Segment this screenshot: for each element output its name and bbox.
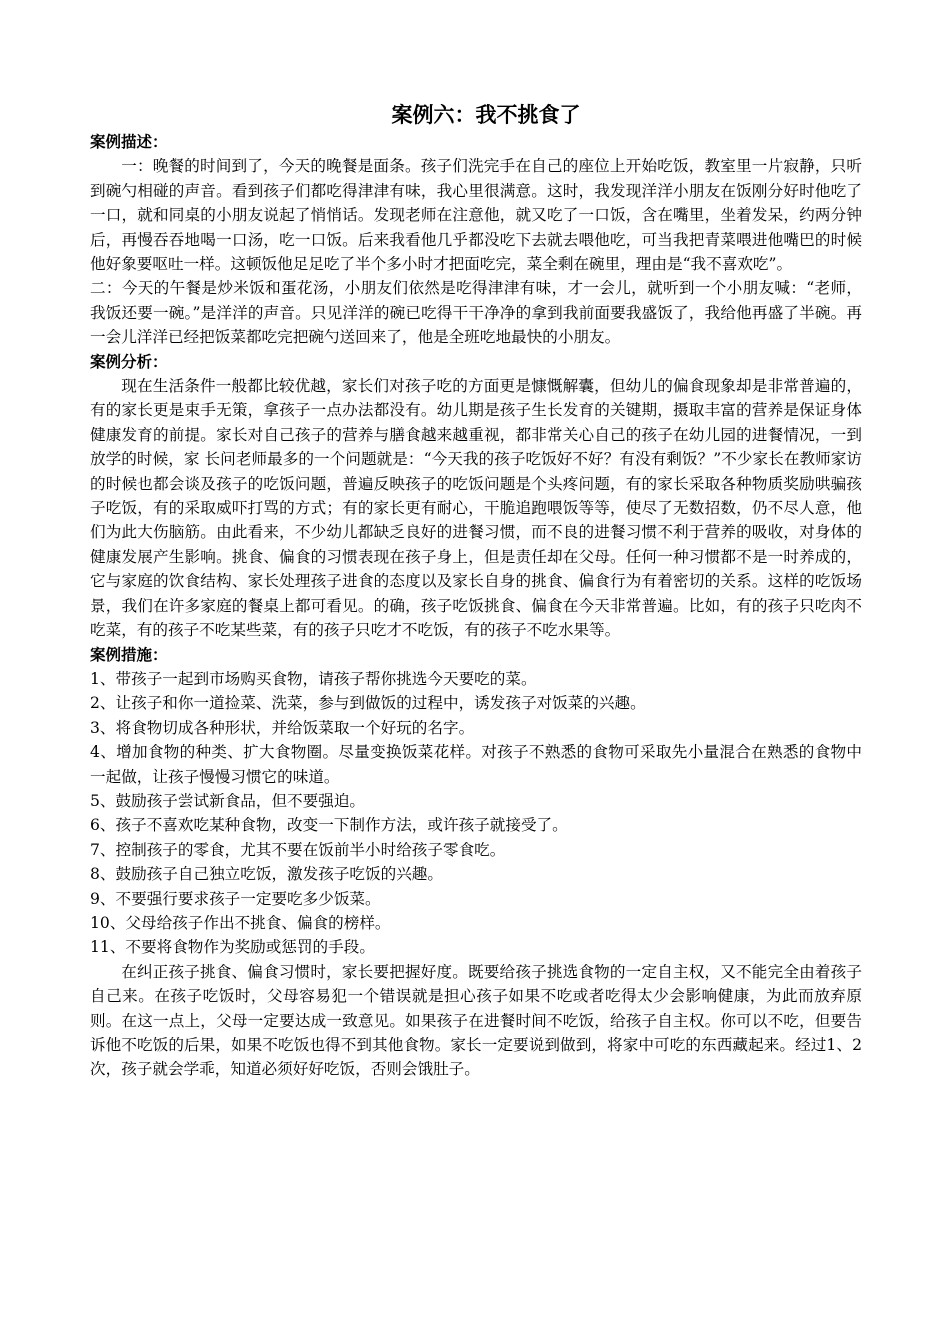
section-heading-analysis: 案例分析： — [90, 352, 168, 371]
measure-item: 6、孩子不喜欢吃某种食物，改变一下制作方法，或许孩子就接受了。 — [90, 816, 568, 835]
description-paragraph-2: 二：今天的午餐是炒米饭和蛋花汤，小朋友们依然是吃得津津有味，才一会儿，就听到一个小朋友喊：“老师，我饭还要一碗。”是洋洋的声音。只见洋洋的碗已吃得干干净净的拿到我前面要我盛饭了，我给他再盛了半碗。再一会儿洋洋已经把饭菜都吃完把碗勺送回来了，他是全班吃地最快的小朋友。 — [90, 279, 862, 347]
measures-list — [90, 667, 862, 960]
description-paragraph-1: 一：晚餐的时间到了，今天的晚餐是面条。孩子们洗完手在自己的座位上开始吃饭，教室里一片寂静，只听到碗勺相碰的声音。看到孩子们都吃得津津有味，我心里很满意。这时，我发现洋洋小朋友在饭刚分好时他吃了一口，就和同桌的小朋友说起了悄悄话。发现老师在注意他，就又吃了一口饭，含在嘴里，坐着发呆，约两分钟后，再慢吞吞地喝一口汤，吃一口饭。后来我看他几乎都没吃下去就去喂他吃，可当我把青菜喂进他嘴巴的时候他好象要呕吐一样。这顿饭他足足吃了半个多小时才把面吃完，菜全剩在碗里，理由是“我不喜欢吃”。 — [90, 157, 862, 274]
analysis-paragraph: 现在生活条件一般都比较优越，家长们对孩子吃的方面更是慷慨解囊，但幼儿的偏食现象却是非常普遍的，有的家长更是束手无策，拿孩子一点办法都没有。幼儿期是孩子生长发育的关键期，摄取丰富的营养是保证身体健康发育的前提。家长对自己孩子的营养与膳食越来越重视，都非常关心自己的孩子在幼儿园的进餐情况，一到放学的时候，家 长问老师最多的一个问题就是：“今天我的孩子吃饭好不好？有没有剩饭？”不少家长在教师家访的时候也都会谈及孩子的吃饭问题，普遍反映孩子的吃饭问题是个头疼问题，有的家长采取各种物质奖励哄骗孩子吃饭，有的采取威吓打骂的方式；有的家长更有耐心，干脆追跑喂饭等等，使尽了无数招数，仍不尽人意，他们为此大伤脑筋。由此看来，不少幼儿都缺乏良好的进餐习惯，而不良的进餐习惯不利于营养的吸收，对身体的健康发展产生影响。挑食、偏食的习惯表现在孩子身上，但是责任却在父母。任何一种习惯都不是一时养成的，它与家庭的饮食结构、家长处理孩子进食的态度以及家长自身的挑食、偏食行为有着密切的关系。这样的吃饭场景，我们在许多家庭的餐桌上都可看见。的确，孩子吃饭挑食、偏食在今天非常普遍。比如，有的孩子只吃肉不吃菜，有的孩子不吃某些菜，有的孩子只吃才不吃饭，有的孩子不吃水果等。 — [90, 377, 862, 640]
measure-item: 11、不要将食物作为奖励或惩罚的手段。 — [90, 938, 375, 957]
measure-item: 7、控制孩子的零食，尤其不要在饭前半小时给孩子零食吃。 — [90, 840, 506, 859]
measure-item: 10、父母给孩子作出不挑食、偏食的榜样。 — [90, 913, 391, 932]
document-title: 案例六：我不挑食了 — [391, 103, 581, 127]
measure-item: 4、增加食物的种类、扩大食物圈。尽量变换饭菜花样。对孩子不熟悉的食物可采取先小量混合在熟悉的食物中一起做，让孩子慢慢习惯它的味道。 — [90, 743, 862, 786]
measures-closing-paragraph: 在纠正孩子挑食、偏食习惯时，家长要把握好度。既要给孩子挑选食物的一定自主权，又不能完全由着孩子自己来。在孩子吃饭时，父母容易犯一个错误就是担心孩子如果不吃或者吃得太少会影响健康，为此而放弃原则。在这一点上，父母一定要达成一致意见。如果孩子在进餐时间不吃饭，给孩子自主权。你可以不吃，但要告诉他不吃饭的后果，如果不吃饭也得不到其他食物。家长一定要说到做到，将家中可吃的东西藏起来。经过1、2次，孩子就会学乖，知道必须好好吃饭，否则会饿肚子。 — [90, 962, 862, 1079]
measure-item: 2、让孩子和你一道捡菜、洗菜，参与到做饭的过程中，诱发孩子对饭菜的兴趣。 — [90, 694, 646, 713]
document-content — [90, 100, 862, 1082]
measure-item: 3、将食物切成各种形状，并给饭菜取一个好玩的名字。 — [90, 718, 475, 737]
measure-item: 8、鼓励孩子自己独立吃饭，激发孩子吃饭的兴趣。 — [90, 865, 443, 884]
section-heading-description: 案例描述： — [90, 133, 168, 151]
measure-item: 9、不要强行要求孩子一定要吃多少饭菜。 — [90, 889, 381, 908]
measure-item: 5、鼓励孩子尝试新食品，但不要强迫。 — [90, 791, 366, 810]
measure-item: 1、带孩子一起到市场购买食物，请孩子帮你挑选今天要吃的菜。 — [90, 669, 537, 688]
section-heading-measures: 案例措施： — [90, 645, 168, 664]
